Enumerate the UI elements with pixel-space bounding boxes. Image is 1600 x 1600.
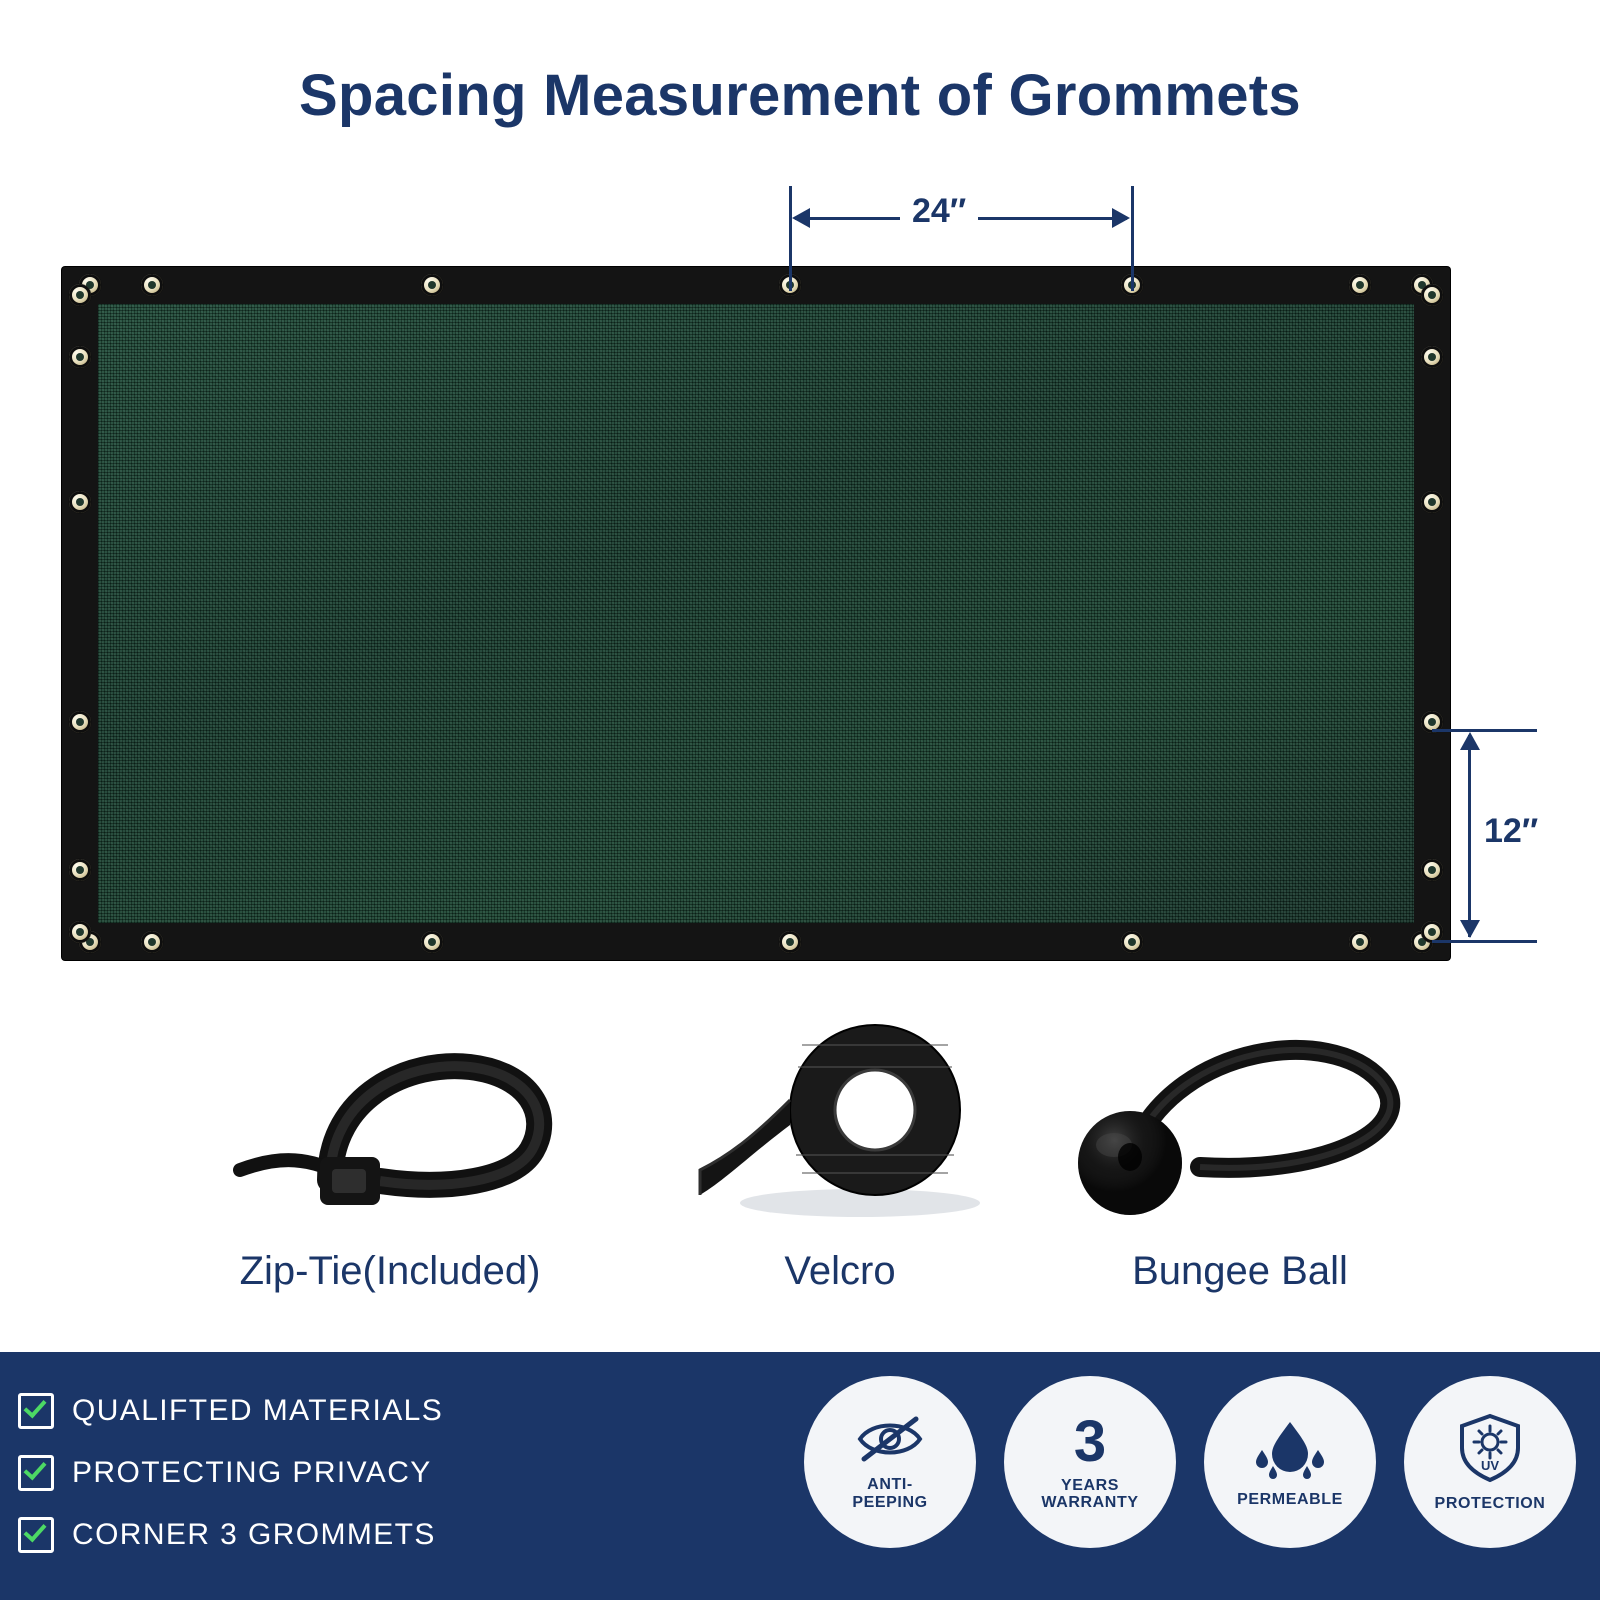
accessory-zip-tie [180, 1005, 600, 1315]
grommet-right-2 [1421, 346, 1443, 368]
bungee-ball-icon [1030, 1005, 1450, 1235]
check-icon [18, 1455, 54, 1491]
badge-label-line1: YEARS [1060, 1476, 1120, 1494]
dim-label-horizontal: 24″ [900, 192, 978, 231]
grommet-top-3 [421, 274, 443, 296]
grommet-left-2 [69, 346, 91, 368]
dim-line-vertical [1468, 735, 1471, 937]
feature-banner [0, 1352, 1600, 1600]
zip-tie-caption: Zip-Tie(Included) [239, 1249, 541, 1293]
feature-item [18, 1504, 578, 1566]
accessory-bungee-ball [1030, 1005, 1450, 1315]
grommet-bottom-5 [1121, 931, 1143, 953]
grommet-top-6 [1349, 274, 1371, 296]
feature-label: QUALIFTED MATERIALS [72, 1394, 444, 1427]
zip-tie-icon [180, 1005, 600, 1235]
panel-mesh-fabric [98, 304, 1414, 923]
velcro-icon [630, 1005, 1050, 1235]
badge-warranty [1004, 1376, 1176, 1548]
grommet-left-5 [69, 859, 91, 881]
velcro-caption: Velcro [784, 1249, 896, 1293]
bungee-ball-caption: Bungee Ball [1132, 1249, 1348, 1293]
grommet-right-1 [1421, 284, 1443, 306]
permeable-droplet-icon [1251, 1416, 1329, 1485]
badge-permeable [1204, 1376, 1376, 1548]
feature-item [18, 1380, 578, 1442]
badge-label-line1: ANTI- [867, 1476, 913, 1494]
badge-uv-protection [1404, 1376, 1576, 1548]
svg-text:UV: UV [1480, 1457, 1500, 1473]
dim-arrow-down [1460, 920, 1480, 938]
grommet-left-4 [69, 711, 91, 733]
dim-label-vertical: 12″ [1484, 812, 1539, 850]
feature-label: CORNER 3 GROMMETS [72, 1518, 436, 1551]
badge-anti-peeping [804, 1376, 976, 1548]
grommet-bottom-3 [421, 931, 443, 953]
accessory-velcro [630, 1005, 1050, 1315]
grommet-right-5 [1421, 859, 1443, 881]
privacy-screen-panel [62, 267, 1450, 960]
grommet-left-6 [69, 921, 91, 943]
dim-arrow-up [1460, 732, 1480, 750]
grommet-bottom-4 [779, 931, 801, 953]
dim-extension-bottom [1432, 940, 1537, 943]
feature-list [18, 1380, 578, 1566]
page-title: Spacing Measurement of Grommets [299, 63, 1301, 128]
badge-label-line1: PERMEABLE [1237, 1490, 1343, 1508]
dim-arrow-left [792, 208, 810, 228]
grommet-left-1 [69, 284, 91, 306]
uv-protection-shield-icon [1456, 1412, 1524, 1489]
warranty-years-number: 3 [1073, 1408, 1107, 1474]
grommet-top-2 [141, 274, 163, 296]
badge-label-line2: WARRANTY [1041, 1494, 1139, 1511]
grommet-right-3 [1421, 491, 1443, 513]
feature-label: PROTECTING PRIVACY [72, 1456, 432, 1489]
grommet-bottom-6 [1349, 931, 1371, 953]
dim-extension-top [1432, 729, 1537, 732]
grommet-bottom-2 [141, 931, 163, 953]
feature-item [18, 1442, 578, 1504]
grommet-left-3 [69, 491, 91, 513]
dim-arrow-right [1112, 208, 1130, 228]
check-icon [18, 1517, 54, 1553]
anti-peeping-eye-icon [854, 1413, 926, 1470]
badge-label-line2: PEEPING [852, 1493, 928, 1511]
check-icon [18, 1393, 54, 1429]
badge-row [804, 1376, 1576, 1548]
badge-label-line1: PROTECTION [1434, 1494, 1546, 1512]
dim-extension-left [789, 186, 792, 291]
dim-extension-right [1131, 186, 1134, 291]
